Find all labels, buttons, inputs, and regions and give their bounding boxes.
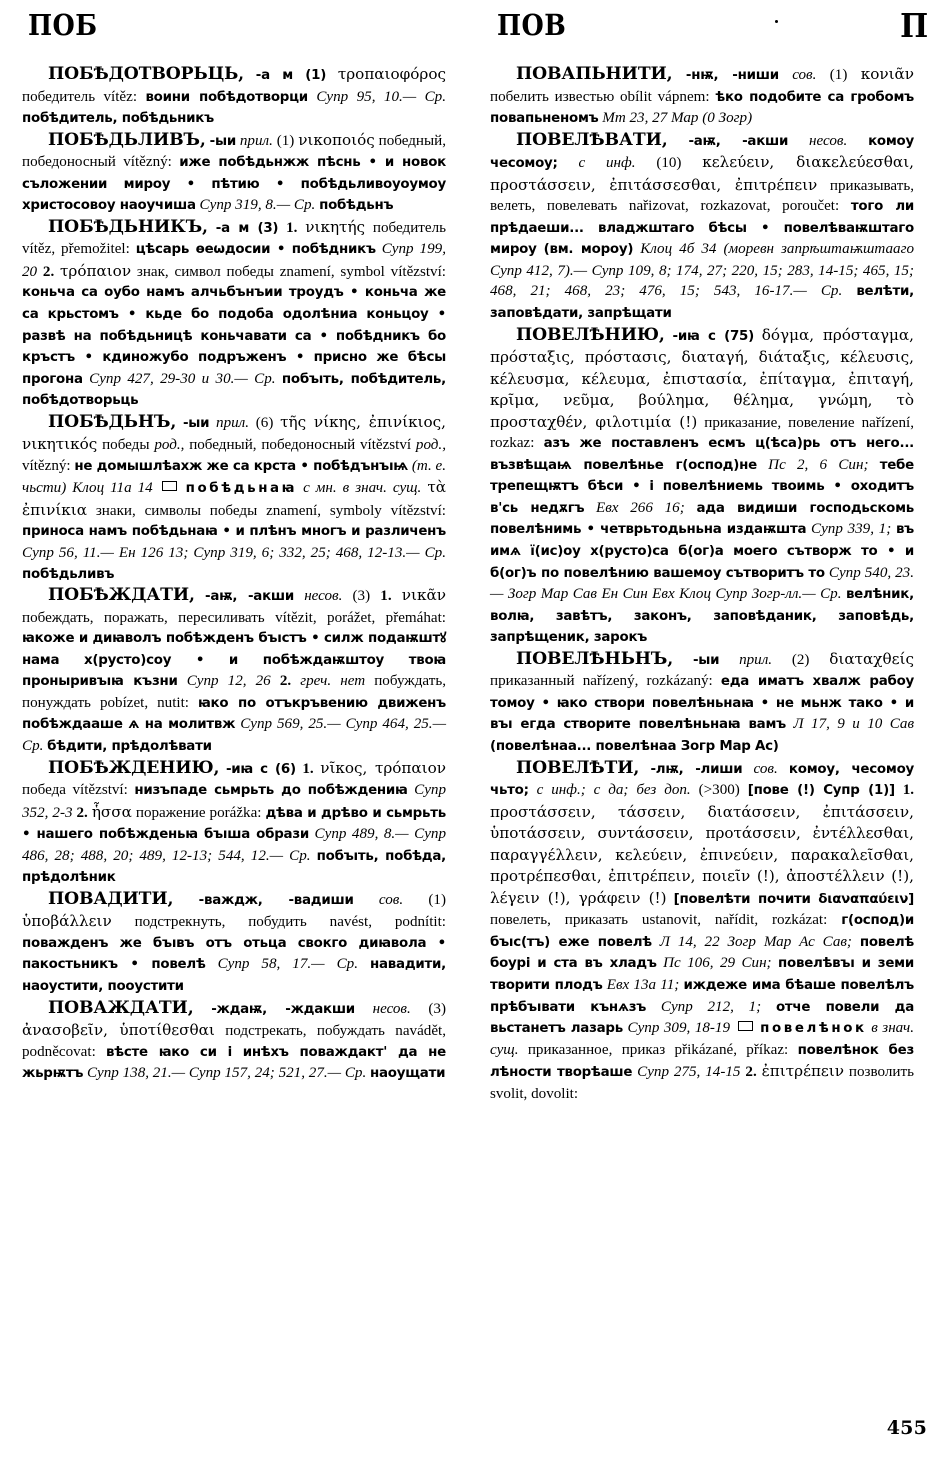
sense-number: 1.: [286, 219, 298, 236]
entry-rection-none: без доп.: [636, 782, 691, 799]
entry-greek: ἐπιτρέπειν: [761, 1062, 844, 1081]
entry-cross-refs: побѣдьнъ: [319, 198, 394, 214]
entry-gloss-cz: porážka:: [209, 804, 262, 821]
entry-grammar: -лѭ, -лиши: [650, 761, 743, 777]
entry-greek: ἀνασοβεῖν, ὑποτίθεσθαι: [22, 1021, 215, 1040]
entry-gloss-cz: navést, podnítit:: [329, 914, 447, 931]
entry-gloss-cz: navádět, podněcovat:: [22, 1023, 446, 1060]
entry-citation: Мт 23, 27 Мар: [602, 110, 699, 127]
entry-greek: κονιᾶν: [860, 65, 915, 83]
entry-citation: Супр 138, 21.— Супр 157, 24; 521, 27.: [86, 1065, 328, 1082]
entry-gloss-ru: подстрекнуть, побудить: [134, 914, 307, 931]
entry-grammar: -а м (3): [215, 220, 279, 236]
entry-cross-refs: велѣти, заповѣдати, запрѣщати: [490, 284, 915, 322]
entry-greek: νικᾶν: [401, 586, 446, 605]
subentry-lemma: побѣдьнаꙗ: [185, 481, 298, 497]
entry-cross-label: — Ср.: [269, 847, 311, 864]
entry-greek: τροπαιοφόρος: [337, 65, 447, 83]
entry-citation: Супр 12, 26: [186, 673, 271, 690]
entry-headword: ПОВАЖДАТИ,: [48, 997, 194, 1018]
entry-citation: Клоц 11а 14: [72, 480, 153, 497]
entry-quote: низъпаде сьмрьть до побѣждениꙗ: [134, 783, 408, 799]
entry-rection-inf: с инф.;: [536, 782, 586, 799]
entry-grammar: -ыи: [692, 652, 720, 668]
entry-quote-note: (вм. мороу): [543, 242, 634, 258]
entry-grammar: -ждаѭ, -ждакши: [211, 1001, 355, 1017]
entry-pos: несов.: [304, 588, 343, 605]
entry-pos: несов.: [809, 132, 848, 149]
entry-cross-refs: побъıть, побѣдитель, побѣдотворьць: [22, 371, 446, 409]
entry-gloss-cz: znamení, symbol vítězství:: [279, 263, 446, 280]
subentry-grammar: в знач. сущ.: [490, 1020, 915, 1058]
entry-pos: прил.: [216, 414, 250, 431]
subentry-gloss-cz: znamení, symboly vítězství:: [266, 502, 446, 519]
entry-bracket-note: [повелѣти почити διαναπαύειν]: [673, 891, 914, 907]
entry-citation: Супр 309, 18-19: [627, 1020, 731, 1037]
entry-gloss-cz: nařízení, rozkaz:: [490, 414, 914, 452]
entry-gloss-ru: победы: [102, 437, 150, 454]
sense-number: 2.: [745, 1064, 757, 1081]
entry-quote: повелѣ боурі и ста въ хладъ: [490, 934, 914, 972]
sense-number: 1.: [380, 588, 392, 605]
entry-quote: цѣсарь ѳеѡдосии • побѣдникъ: [135, 242, 376, 258]
entry-headword: ПОВЕЛѢТИ,: [516, 757, 640, 778]
entry-cross-refs: бѣдити, прѣдолѣвати: [47, 738, 212, 754]
entry-headword: ПОВЕЛѢНЬНЪ,: [516, 648, 674, 669]
sense-number: 1.: [902, 782, 915, 799]
entry-greek-absent-note: греч. нет: [300, 673, 366, 690]
entry-gloss-ru: поражение: [135, 804, 206, 821]
subentry-quote: приноса намъ побѣдьнаꙗ • и плѣнъ многъ и различенъ: [22, 524, 446, 540]
running-head: [0, 8, 950, 54]
entry-grammar: -ыи: [182, 415, 210, 431]
entry-greek: προστάσσειν, τάσσειν, διατάσσειν, ἐπιτάσσειν, ὑποτάσσειν, συντάσσειν, προτάσσειν, ἐντέλλεσθαι, παραγγέλλειν, κελεύειν, ἐπινεύειν, παρακαλεῖσθαι, προτρέπεσθαι, ἐπιτρέπειν, ποιεῖν (!), ἀποστέλλειν (!), λέγειν (!), γράφειν (!): [490, 802, 914, 907]
entry-headword: ПОБѢЖДАТИ,: [48, 585, 195, 606]
dictionary-entry: [22, 64, 446, 130]
entry-count: (1): [829, 67, 848, 83]
entry-cross-refs: побъıть, побѣда, прѣдолѣник: [22, 848, 446, 886]
dictionary-entry: [22, 998, 446, 1085]
entry-grammar: -важдж, -вадиши: [198, 892, 354, 908]
entry-gloss-ru: победа: [22, 782, 66, 799]
entry-grammar: -нѭ, -ниши: [685, 68, 779, 83]
entry-cross-refs: наоущати: [370, 1066, 446, 1082]
entry-pos: прил.: [739, 651, 773, 668]
entry-greek: τῆς νίκης, ἐπινίκιος, νικητικός: [22, 412, 446, 454]
entry-grammar: -а м (1): [255, 68, 327, 83]
entry-cross-label: — Ср.: [311, 956, 358, 973]
entry-gloss-cz: nařízený, rozkázaný:: [582, 673, 713, 690]
entry-gloss-cz: pobízet, nutit:: [99, 694, 189, 711]
entry-count: (10): [656, 155, 682, 172]
subentry-greek: τὰ ἐπινίκια: [22, 478, 446, 519]
sense-number: 2.: [42, 263, 55, 280]
entry-headword: ПОБѢДЬНЪ,: [48, 411, 177, 432]
entry-quote: тебе трепещѭтъ бѣси • і повелѣниемь твоимь • оходитъ в'сь недѫгъ: [490, 457, 914, 516]
entry-quote: вѣсте ꙗко си і инѣхъ поваждакт' да не жьрѭтъ: [22, 1044, 447, 1082]
sense-number: 2.: [76, 804, 88, 821]
entry-citation: Супр 339, 1;: [811, 521, 892, 538]
entry-cross-label: — Ср.: [802, 586, 842, 603]
entry-quote: г(оспод)и бъıс(тъ) еже повелѣ: [490, 913, 914, 950]
entry-quote: еда иматъ хвалж рабоу томоу • ꙗко створи повелѣньнаꙗ • не мьнж тако • и въı егда створите повелѣньнаꙗ вамъ: [490, 674, 915, 733]
entry-rection: комоу, чесомоу чьто;: [490, 761, 915, 799]
entry-grammar: -ыи: [209, 133, 236, 149]
column-right: [490, 64, 914, 1104]
entry-quote: воини побѣдотворци: [145, 89, 308, 105]
entry-gloss-ru: знак, символ победы: [136, 263, 274, 280]
entry-rection-inf: с инф.: [578, 155, 636, 172]
entry-gloss-cz: ustanovit, nařídit, rozkázat:: [641, 912, 828, 929]
entry-gloss-cz: vítěz, přemožitel:: [22, 241, 130, 258]
entry-gloss-ru: победитель: [22, 88, 96, 105]
entry-citation-paren: (0 Зогр): [702, 110, 753, 127]
entry-pos: сов.: [378, 891, 404, 908]
entry-quote: ѣко подобите са гробомъ повапьненомъ: [490, 89, 914, 127]
entry-gloss-gram: род.,: [154, 437, 185, 454]
entry-count: (1): [276, 132, 295, 149]
entry-greek: ἧσσα: [91, 802, 132, 821]
entry-quote: отче повели да вьстанетъ лазарь: [490, 999, 914, 1037]
entry-quote: не домышлѣахж же са крста • побѣдънъıѩ: [74, 458, 409, 474]
dictionary-entry: [490, 649, 914, 758]
entry-cross-label: — Ср.: [406, 545, 446, 562]
subentry-grammar: с мн. в знач. сущ.: [303, 480, 422, 497]
entry-gloss-ru: побеждать, поражать, пересиливать: [22, 609, 265, 626]
entry-grammar: -иꙗ с (75): [672, 328, 754, 344]
entry-quote: ꙗко по отъкръвению движенъ побѣждааше ѧ на молитвж: [22, 695, 446, 733]
dictionary-entry: [22, 758, 446, 889]
entry-quote: того ли прѣдаеши... владжштаго бѣсы • повелѣваѭштаго мироу: [490, 199, 915, 258]
entry-grammar: -аѭ, -акши: [205, 589, 295, 605]
entry-rection: комоу чесомоу;: [490, 133, 914, 172]
entry-quote: въ имѧ ї(ис)оу х(русто)са б(ог)а моего сътворж то • и б(ог)ъ по повелѣнию вашемоу сътворитъ то: [490, 522, 914, 581]
entry-quote: иже побѣдьнжж пѣснь • и новок съложении мироу • пѣтию • побѣдьливоуоумоу христосовоу наоучиша: [22, 155, 446, 214]
entry-greek: νικοποιός: [298, 130, 375, 149]
subentry-quote: повелѣнок без лѣности творѣаше: [490, 1042, 914, 1081]
entry-gloss-ru: позволить: [848, 1064, 914, 1081]
entry-gloss-ru: приказанный: [490, 673, 575, 690]
entry-pos: несов.: [372, 1000, 411, 1017]
sense-number: 1.: [302, 760, 314, 777]
entry-gloss-ru: побелить известью: [490, 88, 615, 105]
subentry-gloss-ru: приказанное, приказ: [527, 1041, 666, 1058]
dictionary-entry: [490, 130, 914, 325]
subentry-citation: Супр 56, 11.— Ен 126 13; Супр 319, 6; 332, 25; 468, 12-13.: [22, 545, 407, 562]
entry-citation: Пс 2, 6 Син;: [768, 456, 869, 473]
entry-gloss-ru: победный, победоносный: [22, 132, 446, 171]
entry-quote: дѣва и дрѣво и сьмрьть • нашего побѣжденьꙗ бъıша образи: [22, 805, 446, 843]
entry-citation: Супр 199, 20: [22, 241, 446, 280]
entry-quote: повелѣвъı и земи творити плодъ: [490, 956, 914, 993]
entry-grammar: -аѭ, -акши: [688, 133, 789, 149]
entry-gloss-cz: obílit vápnem:: [620, 88, 710, 105]
sense-number: 2.: [279, 673, 292, 690]
dictionary-entry: [22, 889, 446, 998]
entry-gloss-cz: vítězství:: [72, 782, 128, 799]
entry-cross-label: — Ср.: [402, 88, 446, 105]
entry-greek: νικητής: [305, 217, 366, 236]
dictionary-entry: [490, 325, 914, 649]
page-dot-mark: [775, 20, 778, 23]
entry-headword: ПОБѢДЬНИКЪ,: [48, 216, 208, 237]
entry-quote: поважденъ же бъıвъ отъ отьца свокго диꙗвола • пакостьникъ • повелѣ: [22, 935, 446, 973]
entry-count: (>300): [698, 782, 740, 799]
entry-headword: ПОВЕЛѢВАТИ,: [516, 129, 668, 150]
entry-gloss-ru: подстрекать, побуждать: [225, 1023, 385, 1040]
entry-citation-paren: (повелѣнаа... повелѣнаа Зогр Мар Ас): [490, 738, 779, 754]
dictionary-entry: [22, 217, 446, 412]
entry-gloss-gram: род.,: [415, 437, 446, 454]
dictionary-entry: [490, 758, 914, 1105]
entry-citation: Пс 106, 29 Син;: [663, 955, 772, 972]
text-columns: [0, 64, 950, 1457]
entry-quote: ꙗкоже и диꙗволъ побѣжденъ бъıстъ • силж подаѭштꙋ нама х(русто)соу • и побѣждаѭштоу твоꙗ проныривъıꙗ къзни: [22, 631, 446, 690]
entry-cross-refs: побѣдитель, побѣдьникъ: [22, 111, 214, 127]
entry-count: (1): [428, 891, 446, 908]
entry-cross-label: — Ср.: [793, 283, 843, 300]
entry-headword: ПОБѢДЬЛИВЪ,: [48, 129, 206, 150]
entry-citation: Евх 13а 11;: [606, 976, 680, 993]
entry-pos: прил.: [239, 132, 273, 149]
entry-quote: коньча са оубо намъ алчьбънъии троудъ • коньча же са крьстомъ • кьде бо подоба одолѣниа коньцоу • развѣ на побѣдьницѣ коньчавати са • побѣдникъ бо кръстъ • кдиножубо подръженъ • присно же бѣсы прогона: [22, 285, 446, 387]
subentry-gloss-cz: přikázané, příkaz:: [674, 1041, 789, 1058]
entry-cross-label: — Ср.: [276, 197, 316, 214]
entry-gloss-cz: vítězný:: [123, 154, 172, 171]
entry-cross-label: — Ср.: [22, 716, 447, 754]
entry-headword: ПОВЕЛѢНИЮ,: [516, 324, 665, 345]
entry-cross-label: — Ср.: [234, 370, 276, 387]
entry-gloss-cz: vítězství: [359, 437, 412, 454]
entry-cross-refs: побѣдьливъ: [22, 566, 115, 582]
entry-greek: κελεύειν, διακελεύεσθαι, προστάσσειν, ἐπιτάσσεσθαι, ἐπιτρέπειν: [490, 153, 914, 194]
entry-citation: Супр 352, 2-3: [22, 782, 446, 821]
entry-rection-da: с да;: [593, 782, 629, 799]
entry-citation: Супр 489, 8.— Супр 486, 28; 488, 20; 489, 12-13; 544, 12.: [22, 826, 446, 864]
entry-citation: Супр 58, 17.: [217, 956, 312, 973]
entry-greek: διαταχθείς: [829, 649, 914, 668]
entry-greek: νῖκος, τρόπαιον: [320, 758, 446, 777]
entry-headword: ПОБѢДОТВОРЬЦЬ,: [48, 64, 245, 84]
entry-gloss-ru: победитель: [372, 219, 446, 236]
entry-citation: Л 14, 22 Зогр Мар Ас Сав;: [659, 933, 852, 950]
dictionary-entry: [490, 64, 914, 130]
entry-citation: Л 17, 9 и 10 Сав: [793, 716, 914, 733]
entry-grammar: -иꙗ с (6): [225, 761, 296, 777]
running-head-middle: ПОВ: [497, 8, 567, 42]
entry-pos: сов.: [792, 67, 817, 83]
entry-gloss-cz: vítěz:: [103, 88, 138, 105]
subentry-citation: Супр 275, 14-15: [637, 1064, 741, 1081]
dictionary-entry: [22, 585, 446, 757]
subentry-marker-icon: [738, 1021, 753, 1031]
subentry-marker-icon: [162, 481, 177, 491]
subentry-lemma: повелѣнок: [760, 1021, 867, 1037]
entry-gloss-ru: приказывать, велеть, повелевать: [490, 177, 914, 215]
entry-gloss-cz2: vítězný:: [22, 457, 71, 474]
entry-pos: сов.: [753, 760, 778, 777]
entry-greek: δόγμα, πρόσταγμα, πρόσταξις, πρόστασις, διαταγή, διάταξις, κέλευσις, κέλευσμα, κέλευμα, ἐπιστασία, ἐπίταγμα, ἐπιταγή, κρῖμα, νεῦμα, βούλημα, θέλημα, γνώμη, τὸ προσταχθέν, φιλοτιμία (!): [490, 325, 914, 431]
entry-headword: ПОБѢЖДЕНИЮ,: [48, 757, 220, 778]
entry-headword: ПОВАДИТИ,: [48, 888, 174, 909]
entry-cross-label: — Ср.: [327, 1065, 367, 1082]
entry-greek: τρόπαιον: [60, 261, 132, 280]
column-left: [22, 64, 446, 1085]
running-head-left: ПОБ: [28, 8, 98, 42]
entry-headword: ПОВАПЬНИТИ,: [516, 64, 673, 84]
entry-cross-refs: навадити, наоустити, пооустити: [22, 957, 446, 994]
entry-gloss-cz: vítězit, porážet, přemáhat:: [275, 609, 446, 626]
entry-count: (3): [428, 1000, 446, 1017]
entry-greek: ὑποβάλλειν: [22, 912, 112, 931]
entry-citation: Клоц 4б 34: [640, 241, 717, 258]
entry-citation: Евх 266 16;: [596, 499, 685, 516]
entry-gloss-ru2: победный, победоносный: [189, 437, 356, 454]
dictionary-entry: [22, 412, 446, 585]
entry-citation: Супр 95, 10.: [316, 88, 403, 105]
entry-gloss-cz: svolit, dovolit:: [490, 1085, 579, 1102]
entry-citation: Супр 540, 23.— Зогр Мар Сав Ен Син Евх Клоц Супр Зогр-лл.: [490, 564, 914, 603]
entry-parenthetical: (т. е. чьсти): [22, 457, 446, 497]
entry-gloss-ru: приказание, повеление: [704, 414, 855, 431]
entry-count: (2): [791, 651, 810, 668]
entry-quote: азъ же поставленъ есмъ ц(ѣса)рь отъ него... възвѣщаѩ повелѣнье г(оспод)не: [490, 436, 914, 473]
entry-count: (6): [255, 414, 274, 431]
page-number: 455: [886, 1417, 927, 1439]
subentry-gloss-ru: знаки, символы победы: [95, 502, 258, 519]
entry-citation: Супр 427, 29-30 и 30.: [89, 370, 235, 387]
entry-gloss-cz: nařizovat, rozkazovat, poroučet:: [628, 198, 840, 215]
entry-citation: Супр 212, 1;: [660, 998, 762, 1015]
running-head-letter: П: [899, 6, 928, 45]
entry-gloss-ru: повелеть, приказать: [490, 912, 629, 929]
entry-citation-paren: (моревн запрѣштаѭштааго Супр 412, 7).— Супр 109, 8; 174, 27; 220, 15; 283, 14-15; 465, 15; 468, 21; 468, 23; 476, 15; 543, 16-17.: [490, 241, 915, 300]
entry-gloss-ru: побуждать, понуждать: [22, 673, 446, 711]
entry-quote: иждеже има бѣаше повелѣлъ прѣбъıвати кънѧзъ: [490, 977, 914, 1015]
dictionary-entry: [22, 130, 446, 217]
entry-cross-refs: велѣник, волꙗ, завѣтъ, законъ, заповѣданик, заповѣдь, запрѣщеник, зарокъ: [490, 587, 914, 646]
entry-quote: ада видиши господьскомь повелѣнимь • четврьтодьньна издаѭшта: [490, 500, 915, 538]
entry-bracket-note: [пове (!) Супр (1)]: [747, 783, 895, 799]
entry-count: (3): [352, 588, 371, 605]
entry-citation: Супр 319, 8.: [199, 197, 277, 214]
entry-citation: Супр 569, 25.— Супр 464, 25.: [240, 716, 433, 733]
